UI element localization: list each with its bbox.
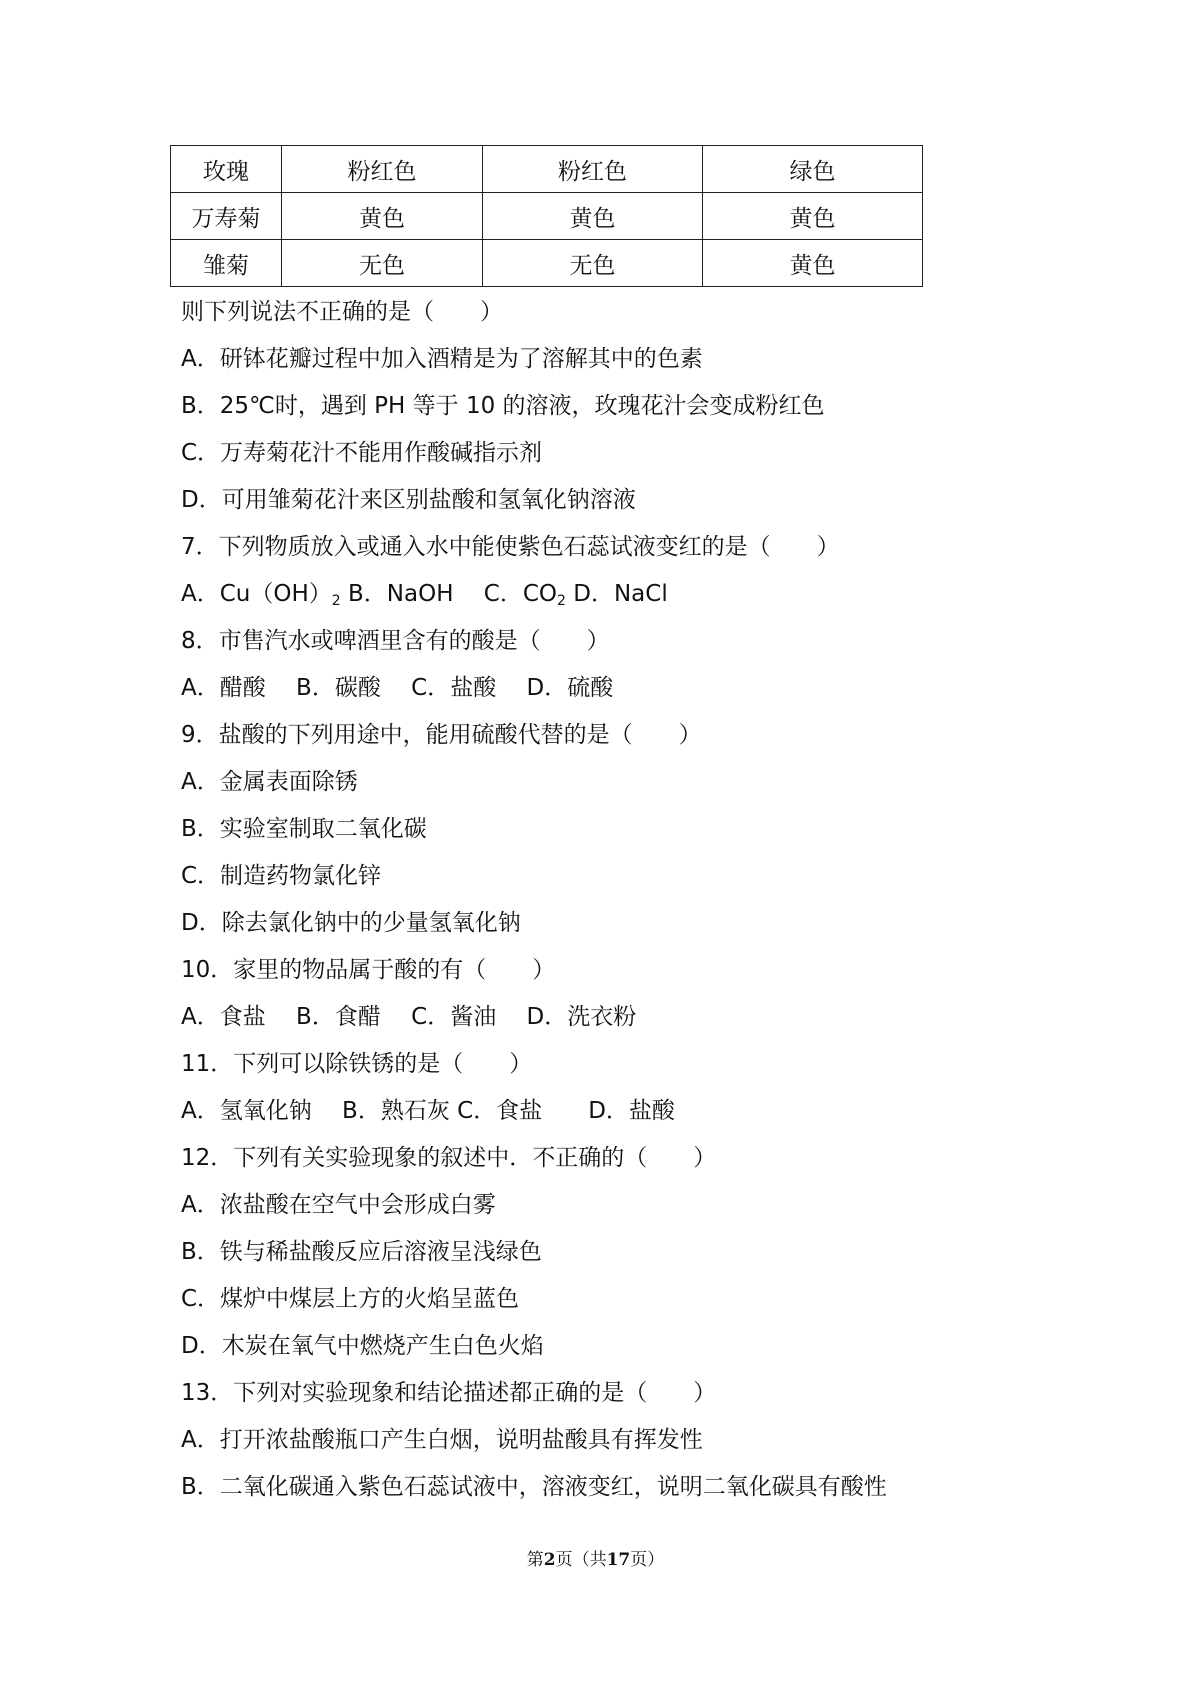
question-10-options: A．食盐 B．食醋 C．酱油 D．洗衣粉	[181, 1004, 637, 1030]
option-a: A．金属表面除锈	[181, 769, 358, 795]
total-pages: 17	[606, 1550, 631, 1570]
option-c: C．煤炉中煤层上方的火焰呈蓝色	[181, 1286, 520, 1312]
page-footer	[0, 1545, 1191, 1570]
option-a: A．打开浓盐酸瓶口产生白烟，说明盐酸具有挥发性	[181, 1427, 703, 1453]
option-a: A．浓盐酸在空气中会形成白雾	[181, 1192, 496, 1218]
table-row	[171, 146, 923, 193]
table-row	[171, 193, 923, 240]
table-cell: 粉红色	[483, 146, 703, 193]
table-cell: 雏菊	[171, 240, 282, 287]
option-d: D．除去氯化钠中的少量氢氧化钠	[181, 910, 521, 936]
subscript: 2	[557, 593, 566, 609]
table-cell: 无色	[483, 240, 703, 287]
question-8-options: A．醋酸 B．碳酸 C．盐酸 D．硫酸	[181, 675, 614, 701]
flower-color-table	[170, 145, 923, 287]
question-stem: 则下列说法不正确的是（ ）	[181, 299, 503, 325]
question-8-stem: 8．市售汽水或啤酒里含有的酸是（ ）	[181, 628, 610, 654]
table-cell: 万寿菊	[171, 193, 282, 240]
table-cell: 黄色	[483, 193, 703, 240]
option-a: A．研钵花瓣过程中加入酒精是为了溶解其中的色素	[181, 346, 703, 372]
option-b: B．25℃时，遇到 PH 等于 10 的溶液，玫瑰花汁会变成粉红色	[181, 393, 825, 419]
table-cell: 粉红色	[282, 146, 483, 193]
table-cell: 黄色	[703, 240, 923, 287]
option-d: D．木炭在氧气中燃烧产生白色火焰	[181, 1333, 544, 1359]
option-b-c: B．NaOH C．CO	[340, 581, 558, 607]
page-number: 2	[543, 1550, 556, 1570]
question-7-options	[181, 579, 668, 609]
question-11-stem: 11．下列可以除铁锈的是（ ）	[181, 1051, 533, 1077]
subscript: 2	[331, 593, 341, 609]
option-c: C．万寿菊花汁不能用作酸碱指示剂	[181, 440, 543, 466]
option-b: B．实验室制取二氧化碳	[181, 816, 427, 842]
question-13-stem: 13．下列对实验现象和结论描述都正确的是（ ）	[181, 1380, 717, 1406]
table-cell: 无色	[282, 240, 483, 287]
table-cell: 玫瑰	[171, 146, 282, 193]
footer-suffix: 页）	[630, 1550, 665, 1570]
option-a: A．Cu（OH）	[181, 581, 332, 607]
question-10-stem: 10．家里的物品属于酸的有（ ）	[181, 957, 556, 983]
question-7-stem: 7．下列物质放入或通入水中能使紫色石蕊试液变红的是（ ）	[181, 534, 840, 560]
option-b: B．铁与稀盐酸反应后溶液呈浅绿色	[181, 1239, 542, 1265]
question-12-stem: 12．下列有关实验现象的叙述中．不正确的（ ）	[181, 1145, 717, 1171]
table-cell: 黄色	[703, 193, 923, 240]
table-cell: 绿色	[703, 146, 923, 193]
option-d: D．可用雏菊花汁来区别盐酸和氢氧化钠溶液	[181, 487, 636, 513]
question-11-options: A．氢氧化钠 B．熟石灰 C．食盐 D．盐酸	[181, 1098, 675, 1124]
option-c: C．制造药物氯化锌	[181, 863, 382, 889]
table-row	[171, 240, 923, 287]
table-cell: 黄色	[282, 193, 483, 240]
footer-prefix: 第	[526, 1550, 544, 1570]
option-b: B．二氧化碳通入紫色石蕊试液中，溶液变红，说明二氧化碳具有酸性	[181, 1474, 887, 1500]
option-d: D．NaCl	[565, 581, 668, 607]
footer-middle: 页（共	[555, 1550, 607, 1570]
question-9-stem: 9．盐酸的下列用途中，能用硫酸代替的是（ ）	[181, 722, 702, 748]
